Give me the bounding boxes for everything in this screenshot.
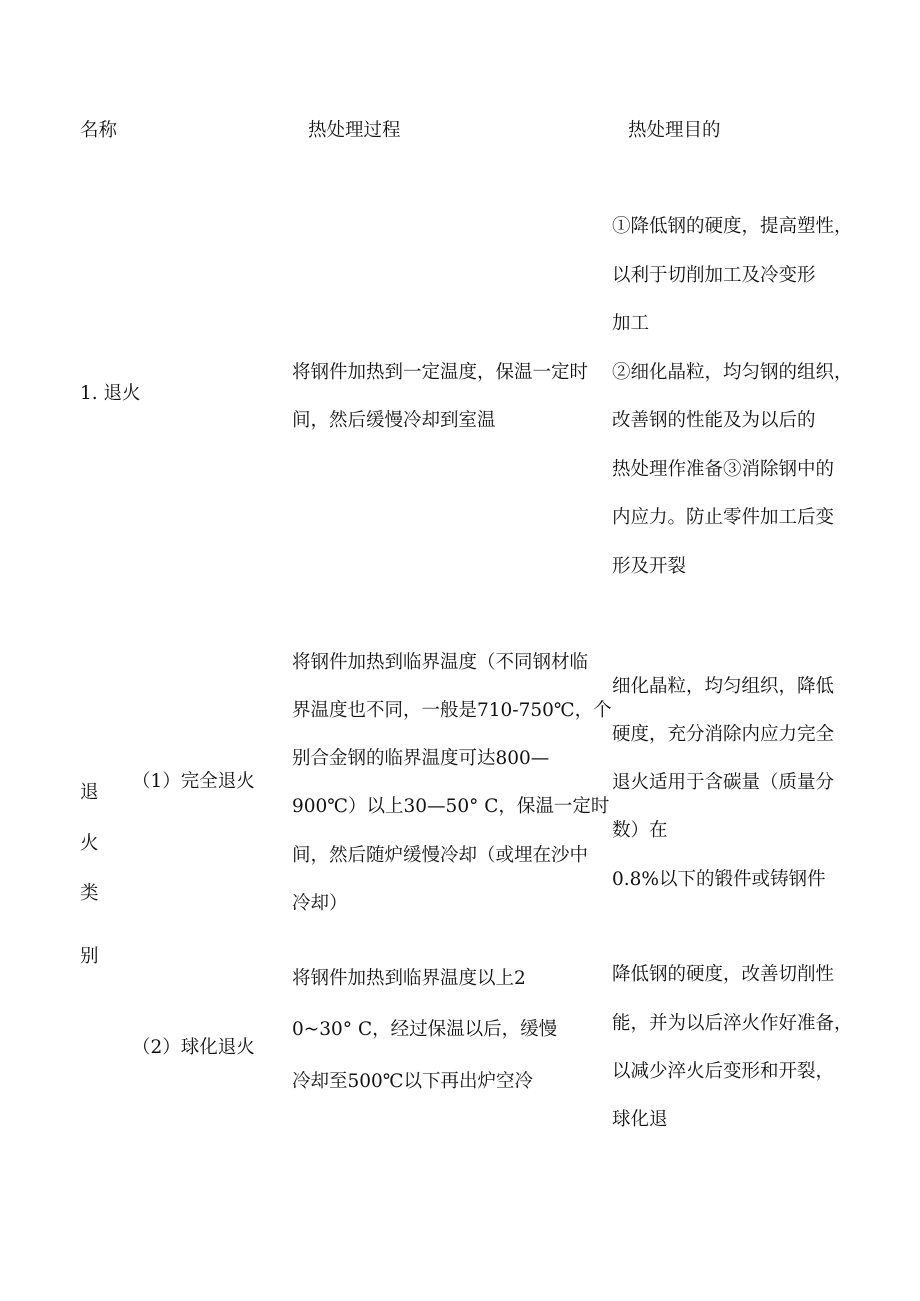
process-line: 将钢件加热到临界温度（不同钢材临	[292, 652, 589, 673]
purpose-line: 以减少淬火后变形和开裂，	[612, 1061, 835, 1082]
purpose-line: 改善钢的性能及为以后的	[612, 410, 816, 431]
process-line: 间，然后随炉缓慢冷却（或埋在沙中	[292, 845, 589, 866]
header-purpose: 热处理目的	[628, 120, 721, 141]
purpose-line: 加工	[612, 313, 650, 334]
process-line: 界温度也不同，一般是710-750℃，个	[292, 700, 612, 721]
row-spheroid-name: （2）球化退火	[132, 1037, 255, 1058]
category-char: 别	[80, 946, 99, 967]
process-line: 别合金钢的临界温度可达800—	[292, 748, 550, 769]
purpose-line: 退火适用于含碳量（质量分	[612, 772, 835, 793]
purpose-line: 形及开裂	[612, 556, 687, 577]
purpose-line: 数）在	[612, 820, 668, 841]
category-char: 退	[80, 782, 99, 803]
process-line: 900℃）以上30—50° C，保温一定时	[292, 796, 610, 817]
row-annealing-name: 1. 退火	[80, 383, 141, 404]
process-line: 冷却）	[292, 893, 348, 914]
purpose-line: 硬度，充分消除内应力完全	[612, 724, 835, 745]
purpose-line: ②细化晶粒，均匀钢的组织，	[612, 362, 853, 383]
purpose-line: 0.8%以下的锻件或铸钢件	[612, 869, 826, 890]
purpose-line: 能，并为以后淬火作好准备，	[612, 1013, 853, 1034]
purpose-line: 细化晶粒，均匀组织，降低	[612, 676, 835, 697]
process-line: 0~30° C，经过保温以后，缓慢	[292, 1019, 558, 1040]
process-line: 将钢件加热到一定温度，保温一定时	[292, 362, 589, 383]
purpose-line: 球化退	[612, 1109, 668, 1130]
process-line: 冷却至500℃以下再出炉空冷	[292, 1071, 534, 1092]
process-line: 将钢件加热到临界温度以上2	[292, 968, 526, 989]
purpose-line: 降低钢的硬度，改善切削性	[612, 964, 835, 985]
header-process: 热处理过程	[308, 120, 401, 141]
purpose-line: ①降低钢的硬度，提高塑性，	[612, 216, 853, 237]
category-char: 类	[80, 883, 99, 904]
purpose-line: 热处理作准备③消除钢中的	[612, 459, 835, 480]
purpose-line: 以利于切削加工及冷变形	[612, 265, 816, 286]
purpose-line: 内应力。防止零件加工后变	[612, 507, 835, 528]
category-char: 火	[80, 833, 99, 854]
row-full-name: （1）完全退火	[132, 771, 255, 792]
header-name: 名称	[80, 120, 118, 141]
process-line: 间，然后缓慢冷却到室温	[292, 410, 496, 431]
